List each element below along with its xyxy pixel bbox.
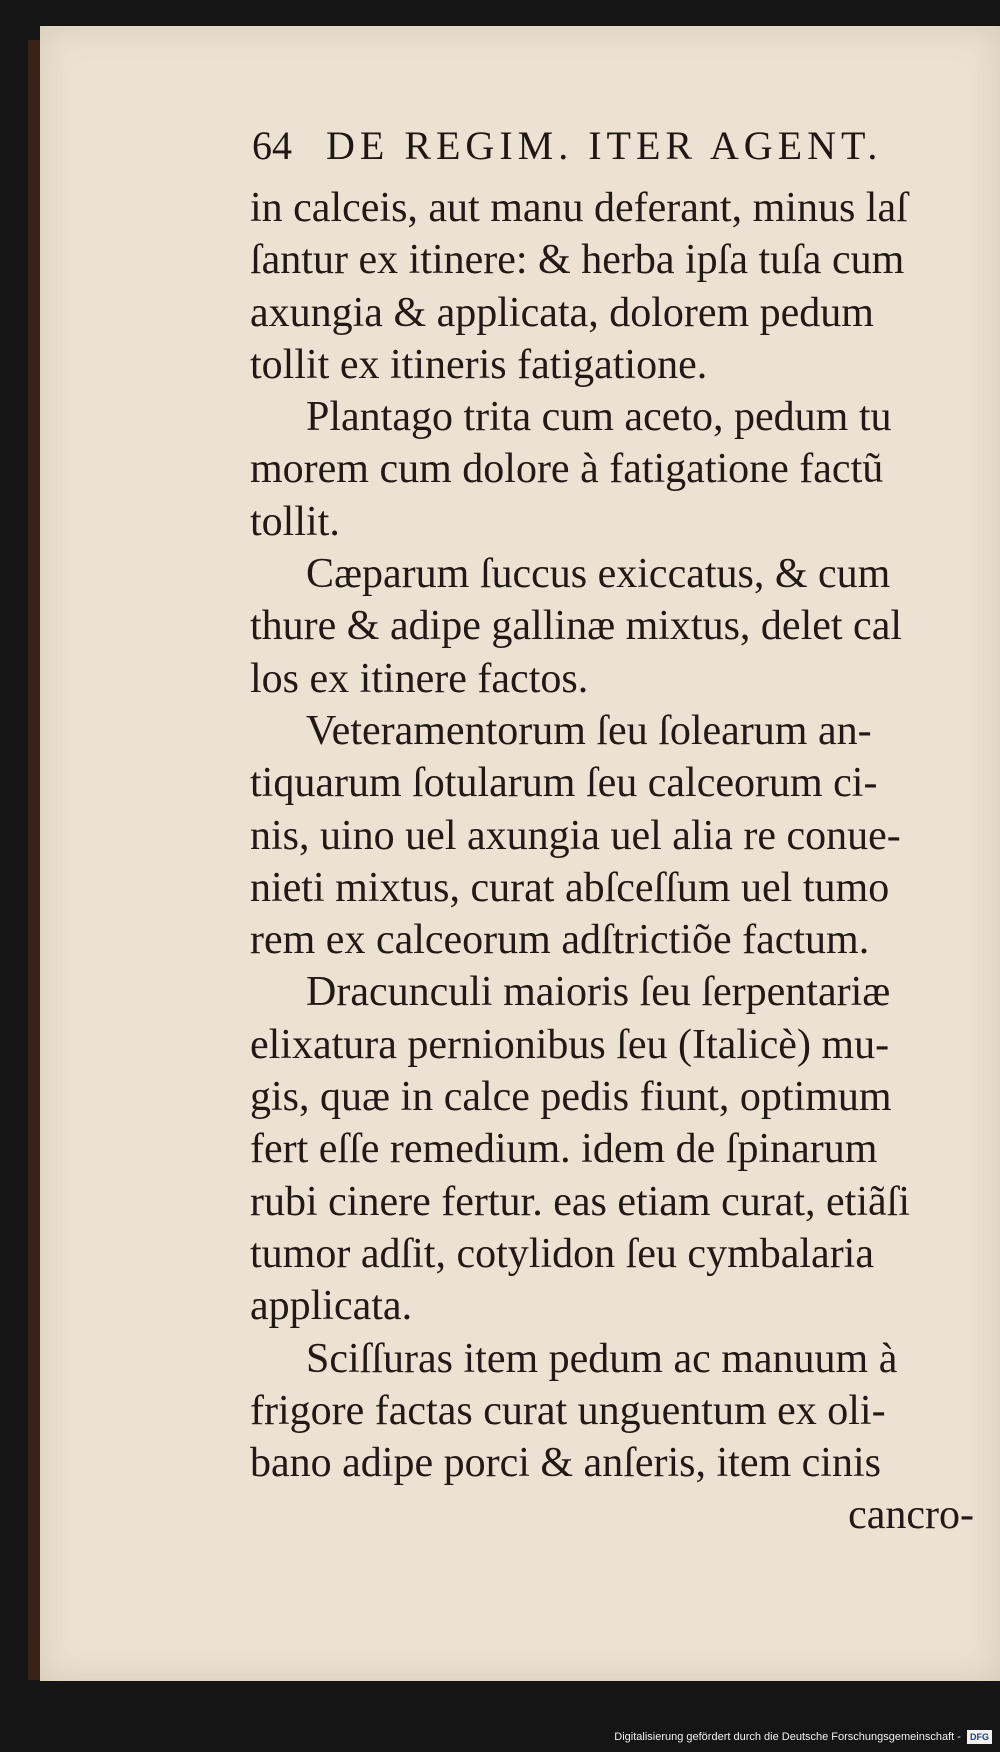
- text-line: morem cum dolore à fatigatione factũ: [250, 446, 884, 493]
- text-line: bano adipe porci & anſeris, item cinis: [250, 1440, 881, 1487]
- text-line: tollit ex itineris fatigatione.: [250, 341, 708, 388]
- paragraph-first-line: Veteramentorum ſeu ſolearum an-: [306, 707, 872, 754]
- page-number: 64: [252, 123, 292, 168]
- text-line: applicata.: [250, 1283, 413, 1330]
- text-line: ſantur ex itinere: & herba ipſa tuſa cum: [250, 237, 905, 284]
- text-line: nis, uino uel axungia uel alia re conue-: [250, 812, 901, 859]
- text-line: fert eſſe remedium. idem de ſpinarum: [250, 1126, 878, 1173]
- digitization-credit: [614, 1726, 992, 1748]
- text-line: gis, quæ in calce pedis fiunt, optimum: [250, 1074, 892, 1121]
- running-head: [252, 122, 932, 178]
- catchword: cancro-: [848, 1492, 974, 1539]
- text-line: tollit.: [250, 498, 340, 545]
- text-line: axungia & applicata, dolorem pedum: [250, 289, 874, 336]
- text-line: tiquarum ſotularum ſeu calceorum ci-: [250, 760, 878, 807]
- text-line: elixatura pernionibus ſeu (Italicè) mu-: [250, 1021, 890, 1068]
- text-line: in calceis, aut manu deferant, minus laſ: [250, 185, 908, 231]
- text-line: nieti mixtus, curat abſceſſum uel tumo: [250, 864, 890, 911]
- text-line: rubi cinere fertur. eas etiam curat, etiãſi: [250, 1178, 911, 1225]
- text-line: los ex itinere factos.: [250, 655, 589, 702]
- text-line: frigore factas curat unguentum ex oli-: [250, 1387, 886, 1434]
- text-line: tumor adſit, cotylidon ſeu cymbalaria: [250, 1230, 874, 1277]
- paragraph-first-line: Sciſſuras item pedum ac manuum à: [306, 1335, 898, 1382]
- text-block: [250, 182, 980, 1542]
- paragraph-first-line: Dracunculi maioris ſeu ſerpentariæ: [306, 969, 891, 1016]
- text-line: thure & adipe gallinæ mixtus, delet cal: [250, 603, 903, 650]
- paragraph-first-line: Cæparum ſuccus exiccatus, & cum: [306, 551, 891, 598]
- dfg-logo: DFG: [967, 1730, 992, 1744]
- credit-text: Digitalisierung gefördert durch die Deutsche Forschungsgemeinschaft -: [614, 1731, 961, 1743]
- paragraph-first-line: Plantago trita cum aceto, pedum tu: [306, 394, 892, 441]
- running-head-title: DE REGIM. ITER AGENT.: [326, 123, 883, 168]
- text-line: rem ex calceorum adſtrictiõe factum.: [250, 917, 870, 964]
